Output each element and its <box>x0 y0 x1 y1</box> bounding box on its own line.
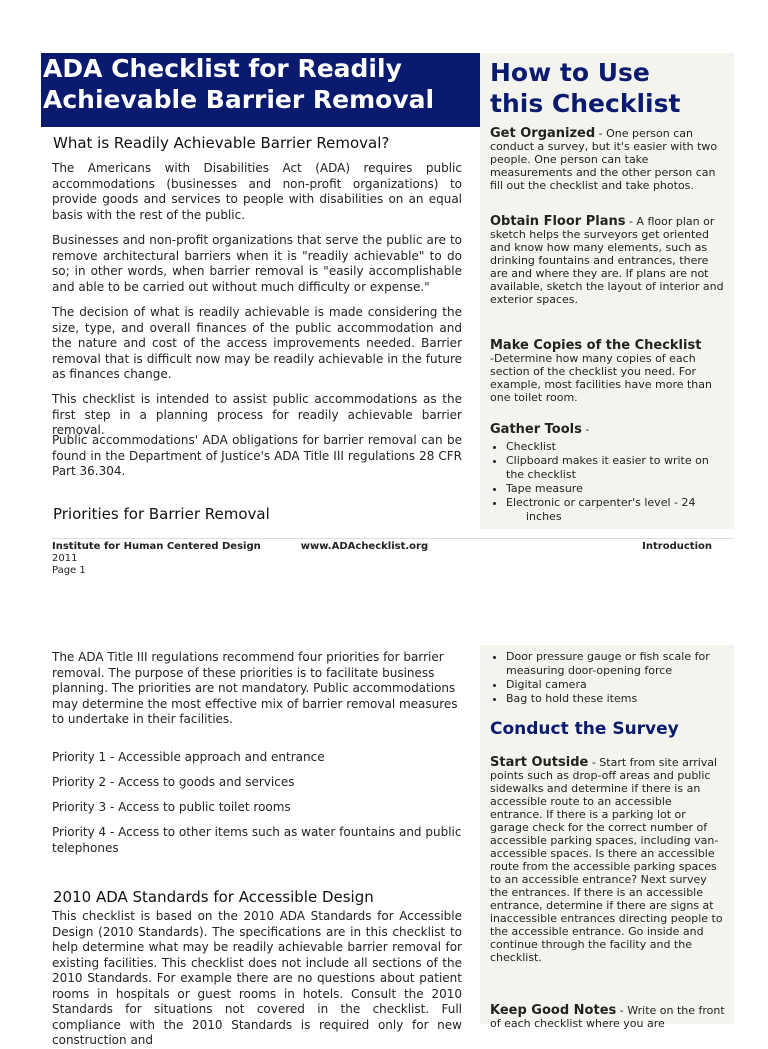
copies-paragraph <box>490 339 726 404</box>
survey-heading: Conduct the Survey <box>490 719 679 739</box>
footer-section: Introduction <box>642 541 712 552</box>
document-title <box>41 53 481 127</box>
copies-heading: Make Copies of the Checklist <box>490 338 702 353</box>
footer-year: 2011 <box>52 553 78 564</box>
list-item-continuation: inches <box>526 510 562 523</box>
priority-item: Priority 3 - Access to public toilet rooms <box>52 800 291 814</box>
list-item <box>506 496 726 524</box>
priorities-intro: The ADA Title III regulations recommend four priorities for barrier removal. The purpose of these priorities is to facilitate business planning. The priorities are not mandatory. Public accommodations may determine the most effective mix of barrier removal measures to undertake in their facilities. <box>52 650 458 726</box>
tools-list-continued <box>490 650 726 706</box>
notes-heading: Keep Good Notes <box>490 1003 617 1018</box>
get-organized-text: - One person can conduct a survey, but it's easier with two people. One person can take measurements and the other person can fill out the checklist and take photos. <box>490 127 718 192</box>
get-organized-heading: Get Organized <box>490 126 596 141</box>
sidebar-title-line-2: this Checklist <box>490 89 681 118</box>
sidebar-title-line-1: How to Use <box>490 58 650 87</box>
floor-plans-paragraph <box>490 215 726 306</box>
paragraph: This checklist is intended to assist public accommodations as the first step in a planning process for readily achievable barrier removal. <box>52 392 462 437</box>
title-line-1: ADA Checklist for Readily <box>43 54 402 83</box>
priority-item: Priority 4 - Access to other items such as water fountains and public telephones <box>52 825 462 855</box>
list-item: • Checklist <box>506 440 726 454</box>
tools-section <box>490 423 726 524</box>
tools-heading: Gather Tools <box>490 422 582 437</box>
copies-text: -Determine how many copies of each section of the checklist you need. For example, most facilities have more than one toilet room. <box>490 352 712 404</box>
start-outside-heading: Start Outside <box>490 755 589 770</box>
footer-url[interactable]: www.ADAchecklist.org <box>300 541 429 552</box>
paragraph: Public accommodations' ADA obligations for barrier removal can be found in the Department of Justice's ADA Title III regulations 28 CFR Part 36.304. <box>52 433 462 478</box>
notes-text: - Write on the front of each checklist where you are <box>490 1004 725 1030</box>
section-heading: What is Readily Achievable Barrier Removal? <box>53 134 390 152</box>
paragraph: Businesses and non-profit organizations that serve the public are to remove architectural barriers when it is "readily achievable" to do so; in other words, when barrier removal is "easily accomplishable and able to be carried out without much difficulty or expense." <box>52 233 462 294</box>
start-outside-paragraph <box>490 756 726 964</box>
title-line-2: Achievable Barrier Removal <box>43 85 435 114</box>
list-item-text: Electronic or carpenter's level - 24 <box>506 496 696 509</box>
sidebar-title <box>490 57 680 119</box>
priorities-heading: Priorities for Barrier Removal <box>53 505 270 523</box>
priority-item: Priority 1 - Accessible approach and entrance <box>52 750 325 764</box>
paragraph: The decision of what is readily achievable is made considering the size, type, and overall finances of the public accommodation and the nature and cost of the access improvements needed. Barrier removal that is difficult now may be readily achievable in the future as finances change. <box>52 305 462 381</box>
get-organized-paragraph <box>490 127 726 192</box>
footer-page: Page 1 <box>52 565 86 576</box>
tools-list-cont <box>490 650 726 706</box>
standards-heading: 2010 ADA Standards for Accessible Design <box>53 888 374 906</box>
page-footer <box>52 538 734 577</box>
list-item: • Clipboard makes it easier to write on the checklist <box>506 454 726 482</box>
footer-org: Institute for Human Centered Design <box>52 541 261 552</box>
paragraph: The Americans with Disabilities Act (ADA) requires public accommodations (businesses and non-profit organizations) to provide goods and services to people with disabilities on an equal basis with the rest of the public. <box>52 161 462 222</box>
list-item: • Tape measure <box>506 482 726 496</box>
floor-plans-heading: Obtain Floor Plans <box>490 214 626 229</box>
start-outside-text: - Start from site arrival points such as drop-off areas and public sidewalks and determine if there is an accessible route to an accessible entrance. If there is a parking lot or garage check for the correct number of accessible parking spaces, including van-accessible spaces. Is there an accessible route from the accessible parking spaces to an accessible entrance? Next survey the entrances. If there is an accessible entrance, determine if there are signs at inaccessible entrances directing people to the accessible entrance. Go inside and continue through the facility and the checklist. <box>490 756 723 964</box>
list-item: • Digital camera <box>506 678 726 692</box>
tools-heading-suffix: - <box>581 423 590 436</box>
tools-list <box>490 440 726 524</box>
list-item: • Door pressure gauge or fish scale for measuring door-opening force <box>506 650 726 678</box>
standards-paragraph: This checklist is based on the 2010 ADA Standards for Accessible Design (2010 Standards). The specifications are in this checklist to help determine what may be readily achievable barrier removal for existing facilities. This checklist does not include all sections of the 2010 Standards. For example there are no questions about patient rooms in hospitals or guest rooms in hotels. Consult the 2010 Standards for situations not covered in the checklist. Full compliance with the 2010 Standards is required only for new construction and <box>52 909 462 1047</box>
notes-paragraph <box>490 1004 726 1030</box>
priority-item: Priority 2 - Access to goods and services <box>52 775 295 789</box>
floor-plans-text: - A floor plan or sketch helps the surveyors get oriented and know how many elements, such as drinking fountains and entrances, there are and where they are. If plans are not available, sketch the layout of interior and exterior spaces. <box>490 215 724 306</box>
list-item: • Bag to hold these items <box>506 692 726 706</box>
